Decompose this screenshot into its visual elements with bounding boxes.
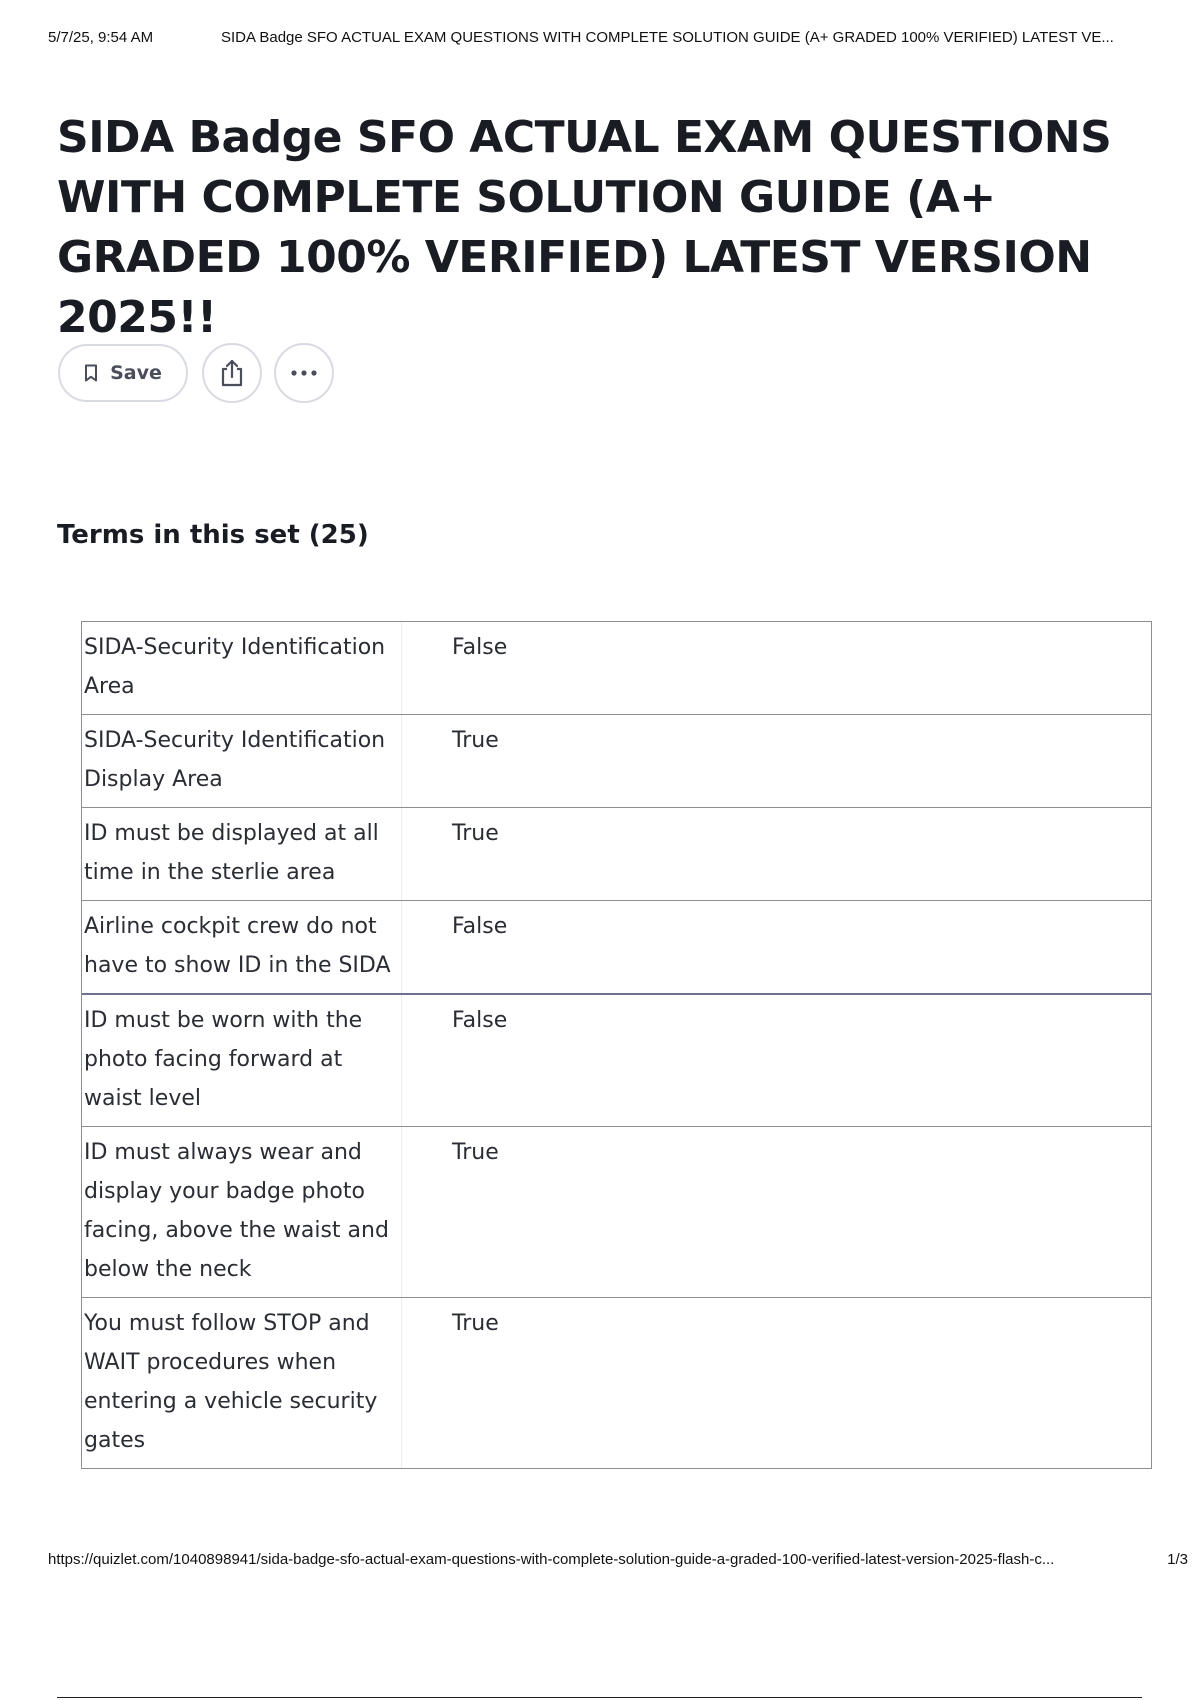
- save-button[interactable]: [58, 344, 188, 402]
- print-title: SIDA Badge SFO ACTUAL EXAM QUESTIONS WITH COMPLETE SOLUTION GUIDE (A+ GRADED 100% VERIFIED) LATEST VE...: [221, 29, 1114, 46]
- bookmark-icon: [84, 364, 98, 382]
- share-icon: [219, 358, 245, 388]
- share-button[interactable]: [202, 343, 262, 403]
- term-row: [82, 1127, 1151, 1298]
- term-text: Airline cockpit crew do not have to show ID in the SIDA: [82, 901, 402, 993]
- term-text: ID must always wear and display your badge photo facing, above the waist and below the neck: [82, 1127, 402, 1297]
- save-button-label: Save: [110, 362, 162, 384]
- action-bar: [58, 343, 346, 403]
- more-horizontal-icon: [290, 369, 318, 377]
- page-title: SIDA Badge SFO ACTUAL EXAM QUESTIONS WITH COMPLETE SOLUTION GUIDE (A+ GRADED 100% VERIFIED) LATEST VERSION 2025!!: [57, 112, 1112, 343]
- page-url: https://quizlet.com/1040898941/sida-badge-sfo-actual-exam-questions-with-complete-solution-guide-a-graded-100-verified-latest-version-2025-flash-c...: [48, 1551, 1055, 1568]
- definition-text: False: [452, 635, 508, 660]
- term-text: You must follow STOP and WAIT procedures when entering a vehicle security gates: [82, 1298, 402, 1468]
- term-row: [82, 901, 1151, 995]
- definition-text: True: [452, 821, 499, 846]
- page-indicator: 1/3: [1167, 1551, 1188, 1568]
- term-text: ID must be displayed at all time in the sterlie area: [82, 808, 402, 900]
- term-text: ID must be worn with the photo facing forward at waist level: [82, 995, 402, 1126]
- more-options-button[interactable]: [274, 343, 334, 403]
- term-row: [82, 995, 1151, 1127]
- print-header: [48, 29, 1188, 51]
- term-row: [82, 715, 1151, 808]
- term-row: [82, 808, 1151, 901]
- divider: [57, 1697, 1142, 1698]
- term-row: [82, 1298, 1151, 1468]
- definition-text: True: [452, 728, 499, 753]
- print-footer: [48, 1551, 1188, 1573]
- term-row: [82, 622, 1151, 715]
- terms-heading: Terms in this set (25): [57, 520, 369, 550]
- definition-text: False: [452, 914, 508, 939]
- print-datetime: 5/7/25, 9:54 AM: [48, 29, 154, 46]
- definition-text: True: [452, 1140, 499, 1165]
- terms-table: [81, 621, 1152, 1469]
- definition-text: False: [452, 1008, 508, 1033]
- term-text: SIDA-Security Identification Display Area: [82, 715, 402, 807]
- definition-text: True: [452, 1311, 499, 1336]
- term-text: SIDA-Security Identification Area: [82, 622, 402, 714]
